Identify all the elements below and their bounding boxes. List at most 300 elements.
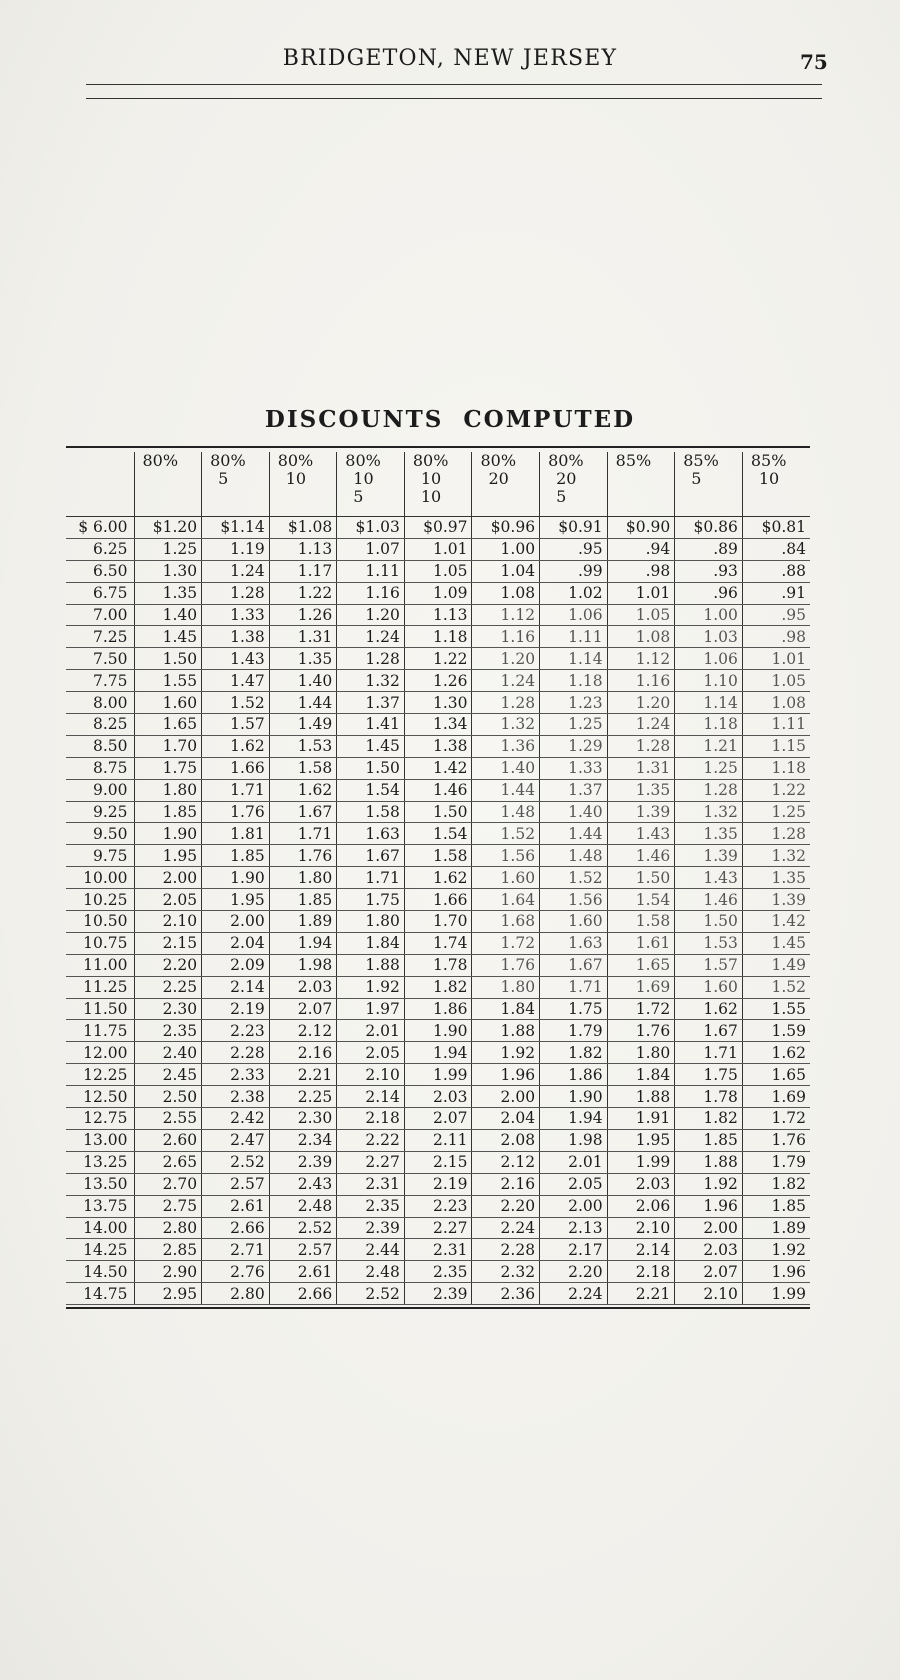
discount-cell: 1.05 <box>742 670 810 692</box>
discount-cell: 1.80 <box>607 1042 675 1064</box>
discount-cell: 1.20 <box>472 648 540 670</box>
table-row <box>66 998 810 1020</box>
column-header-l3 <box>278 488 337 506</box>
discount-cell: 1.72 <box>607 998 675 1020</box>
discount-cell: 1.22 <box>269 582 337 604</box>
discount-cell: $0.91 <box>540 517 608 539</box>
base-price-cell: 13.00 <box>66 1129 134 1151</box>
discount-cell: 1.99 <box>742 1283 810 1305</box>
base-price-cell: 6.75 <box>66 582 134 604</box>
column-header-l2: 20 <box>488 469 509 488</box>
table-row <box>66 1129 810 1151</box>
table-row <box>66 692 810 714</box>
column-header-l2: 5 <box>691 469 702 488</box>
base-price-cell: 10.75 <box>66 932 134 954</box>
discount-cell: 2.25 <box>269 1086 337 1108</box>
discount-cell: 1.50 <box>607 867 675 889</box>
discount-cell: 2.00 <box>472 1086 540 1108</box>
discount-cell: 1.12 <box>472 604 540 626</box>
discount-cell: 2.27 <box>337 1151 405 1173</box>
discount-cell: 2.16 <box>269 1042 337 1064</box>
discount-cell: 1.40 <box>269 670 337 692</box>
discount-cell: .93 <box>675 560 743 582</box>
discount-cell: $1.03 <box>337 517 405 539</box>
discount-cell: 1.34 <box>404 714 472 736</box>
discount-cell: 1.01 <box>742 648 810 670</box>
column-header-l1: 80% <box>480 451 517 470</box>
discount-cell: 2.35 <box>337 1195 405 1217</box>
discount-cell: 1.28 <box>472 692 540 714</box>
discount-cell: 1.50 <box>337 757 405 779</box>
discount-cell: 1.43 <box>607 823 675 845</box>
discount-cell: 1.32 <box>472 714 540 736</box>
discount-cell: 1.01 <box>404 538 472 560</box>
discount-cell: 2.27 <box>404 1217 472 1239</box>
discount-cell: 1.58 <box>269 757 337 779</box>
discount-cell: 2.66 <box>269 1283 337 1305</box>
discount-table <box>66 452 810 1305</box>
discount-cell: 2.19 <box>404 1173 472 1195</box>
column-header <box>337 452 405 517</box>
column-header-l3 <box>751 488 810 506</box>
table-row <box>66 735 810 757</box>
base-price-cell: 8.00 <box>66 692 134 714</box>
discount-cell: $1.08 <box>269 517 337 539</box>
column-header <box>202 452 270 517</box>
discount-cell: 1.48 <box>472 801 540 823</box>
discount-cell: 2.23 <box>404 1195 472 1217</box>
discount-cell: 1.06 <box>540 604 608 626</box>
column-header-l2 <box>74 470 134 488</box>
discount-cell: 2.13 <box>540 1217 608 1239</box>
table-row <box>66 757 810 779</box>
table-row <box>66 1283 810 1305</box>
base-price-cell: 10.00 <box>66 867 134 889</box>
discount-cell: 1.58 <box>337 801 405 823</box>
base-price-cell: 12.00 <box>66 1042 134 1064</box>
discount-cell: 1.14 <box>540 648 608 670</box>
column-header <box>607 452 675 517</box>
base-price-cell: $ 6.00 <box>66 517 134 539</box>
discount-cell: 1.71 <box>337 867 405 889</box>
discount-cell: 1.82 <box>404 976 472 998</box>
discount-cell: 1.50 <box>675 911 743 933</box>
discount-cell: 1.60 <box>472 867 540 889</box>
discount-cell: 1.25 <box>134 538 202 560</box>
discount-cell: 1.24 <box>202 560 270 582</box>
column-header <box>134 452 202 517</box>
column-header-l3 <box>210 488 269 506</box>
base-price-cell: 7.00 <box>66 604 134 626</box>
discount-cell: 1.62 <box>202 735 270 757</box>
discount-cell: .89 <box>675 538 743 560</box>
discount-cell: 2.10 <box>337 1064 405 1086</box>
discount-cell: 1.79 <box>742 1151 810 1173</box>
discount-cell: 1.52 <box>742 976 810 998</box>
column-header-l1: 80% <box>210 451 246 470</box>
table-row <box>66 714 810 736</box>
discount-cell: 1.41 <box>337 714 405 736</box>
discount-cell: 2.20 <box>472 1195 540 1217</box>
table-row <box>66 670 810 692</box>
table-top-rule <box>66 446 810 448</box>
base-price-cell: 14.25 <box>66 1239 134 1261</box>
discount-cell: 2.33 <box>202 1064 270 1086</box>
discount-cell: 1.42 <box>742 911 810 933</box>
discount-cell: 1.72 <box>472 932 540 954</box>
discount-cell: 1.59 <box>742 1020 810 1042</box>
discount-cell: 2.14 <box>337 1086 405 1108</box>
discount-cell: 1.49 <box>269 714 337 736</box>
discount-cell: 1.35 <box>742 867 810 889</box>
discount-cell: 2.24 <box>472 1217 540 1239</box>
discount-cell: 2.25 <box>134 976 202 998</box>
base-price-cell: 9.00 <box>66 779 134 801</box>
discount-cell: 1.62 <box>269 779 337 801</box>
table-bottom-rule <box>66 1307 810 1309</box>
discount-cell: 1.52 <box>540 867 608 889</box>
discount-cell: 1.29 <box>540 735 608 757</box>
column-header-l1: 80% <box>412 451 449 470</box>
discount-cell: 2.61 <box>202 1195 270 1217</box>
discount-cell: 2.17 <box>540 1239 608 1261</box>
discount-cell: 1.55 <box>134 670 202 692</box>
column-header-l3: 10 <box>420 487 442 506</box>
discount-cell: 1.35 <box>134 582 202 604</box>
discount-cell: 1.76 <box>742 1129 810 1151</box>
base-price-cell: 12.75 <box>66 1108 134 1130</box>
discount-cell: 2.21 <box>607 1283 675 1305</box>
column-header-l1: 85% <box>615 451 652 470</box>
table-row <box>66 845 810 867</box>
discount-cell: 2.04 <box>202 932 270 954</box>
discount-cell: 1.47 <box>202 670 270 692</box>
discount-cell: 1.06 <box>675 648 743 670</box>
discount-cell: 1.43 <box>202 648 270 670</box>
discount-cell: 1.24 <box>472 670 540 692</box>
table-row <box>66 1151 810 1173</box>
discount-cell: 2.76 <box>202 1261 270 1283</box>
discount-cell: 2.80 <box>134 1217 202 1239</box>
discount-cell: 1.28 <box>202 582 270 604</box>
discount-cell: 1.16 <box>472 626 540 648</box>
discount-cell: 1.37 <box>540 779 608 801</box>
discount-cell: 1.33 <box>540 757 608 779</box>
discount-cell: 2.35 <box>134 1020 202 1042</box>
discount-cell: 2.39 <box>269 1151 337 1173</box>
base-price-cell: 13.50 <box>66 1173 134 1195</box>
discount-cell: 1.31 <box>607 757 675 779</box>
column-header <box>404 452 472 517</box>
discount-cell: 1.35 <box>675 823 743 845</box>
discount-cell: 1.95 <box>607 1129 675 1151</box>
discount-cell: 2.22 <box>337 1129 405 1151</box>
base-price-cell: 11.25 <box>66 976 134 998</box>
discount-cell: 1.62 <box>404 867 472 889</box>
discount-cell: 2.30 <box>134 998 202 1020</box>
discount-cell: 2.43 <box>269 1173 337 1195</box>
column-header-l2 <box>616 470 675 488</box>
discount-cell: 1.08 <box>472 582 540 604</box>
discount-cell: 1.10 <box>675 670 743 692</box>
discount-cell: 1.78 <box>675 1086 743 1108</box>
discount-cell: 1.50 <box>134 648 202 670</box>
discount-cell: 2.00 <box>675 1217 743 1239</box>
discount-cell: 2.19 <box>202 998 270 1020</box>
discount-cell: 1.01 <box>607 582 675 604</box>
discount-cell: 1.00 <box>472 538 540 560</box>
discount-cell: 1.60 <box>134 692 202 714</box>
table-row <box>66 1042 810 1064</box>
discount-cell: 1.44 <box>540 823 608 845</box>
discount-cell: 2.05 <box>540 1173 608 1195</box>
discount-cell: .95 <box>742 604 810 626</box>
discount-cell: 1.26 <box>269 604 337 626</box>
discount-cell: 1.30 <box>404 692 472 714</box>
discount-cell: .98 <box>742 626 810 648</box>
discount-cell: 1.11 <box>540 626 608 648</box>
discount-cell: 2.10 <box>675 1283 743 1305</box>
discount-cell: 1.33 <box>202 604 270 626</box>
discount-cell: 1.79 <box>540 1020 608 1042</box>
discount-cell: 1.32 <box>337 670 405 692</box>
discount-cell: 1.85 <box>675 1129 743 1151</box>
discount-cell: 1.75 <box>337 889 405 911</box>
discount-cell: $0.86 <box>675 517 743 539</box>
discount-cell: 2.70 <box>134 1173 202 1195</box>
discount-cell: 1.17 <box>269 560 337 582</box>
discount-cell: 1.22 <box>742 779 810 801</box>
discount-cell: 1.05 <box>607 604 675 626</box>
discount-cell: 1.28 <box>607 735 675 757</box>
base-price-cell: 9.50 <box>66 823 134 845</box>
discount-cell: 1.71 <box>202 779 270 801</box>
discount-cell: 2.45 <box>134 1064 202 1086</box>
discount-cell: 1.40 <box>540 801 608 823</box>
discount-cell: 2.00 <box>202 911 270 933</box>
discount-cell: 2.52 <box>202 1151 270 1173</box>
discount-cell: 2.20 <box>540 1261 608 1283</box>
discount-cell: 1.86 <box>540 1064 608 1086</box>
discount-cell: 1.45 <box>742 932 810 954</box>
base-price-cell: 13.75 <box>66 1195 134 1217</box>
column-header <box>675 452 743 517</box>
discount-cell: 1.38 <box>404 735 472 757</box>
discount-cell: 1.80 <box>134 779 202 801</box>
table-row <box>66 1239 810 1261</box>
discount-cell: 1.94 <box>540 1108 608 1130</box>
discount-cell: 2.48 <box>337 1261 405 1283</box>
discount-cell: 1.92 <box>337 976 405 998</box>
discount-cell: 2.10 <box>607 1217 675 1239</box>
column-header-l1 <box>74 452 134 470</box>
discount-cell: 1.92 <box>742 1239 810 1261</box>
discount-cell: 1.94 <box>404 1042 472 1064</box>
discount-cell: 1.90 <box>202 867 270 889</box>
discount-cell: 1.23 <box>540 692 608 714</box>
section-title: DISCOUNTS COMPUTED <box>264 406 636 433</box>
discount-cell: 2.15 <box>404 1151 472 1173</box>
discount-cell: 2.38 <box>202 1086 270 1108</box>
discount-cell: 1.20 <box>337 604 405 626</box>
table-row <box>66 801 810 823</box>
discount-cell: 2.57 <box>269 1239 337 1261</box>
discount-cell: .84 <box>742 538 810 560</box>
table-row <box>66 560 810 582</box>
table-row <box>66 1086 810 1108</box>
discount-cell: 1.04 <box>472 560 540 582</box>
discount-cell: 1.70 <box>404 911 472 933</box>
discount-cell: 1.42 <box>404 757 472 779</box>
base-price-cell: 6.50 <box>66 560 134 582</box>
discount-cell: 1.54 <box>404 823 472 845</box>
discount-cell: 2.15 <box>134 932 202 954</box>
discount-cell: 1.85 <box>269 889 337 911</box>
base-price-cell: 6.25 <box>66 538 134 560</box>
discount-cell: 1.49 <box>742 954 810 976</box>
discount-cell: 2.80 <box>202 1283 270 1305</box>
discount-cell: 2.18 <box>337 1108 405 1130</box>
table-row <box>66 867 810 889</box>
discount-cell: 2.30 <box>269 1108 337 1130</box>
discount-cell: 1.07 <box>337 538 405 560</box>
discount-cell: 2.60 <box>134 1129 202 1151</box>
base-price-cell: 11.75 <box>66 1020 134 1042</box>
discount-cell: 1.75 <box>540 998 608 1020</box>
discount-cell: 1.44 <box>269 692 337 714</box>
base-price-cell: 7.75 <box>66 670 134 692</box>
discount-cell: 1.76 <box>472 954 540 976</box>
header-cell-corner <box>66 452 134 517</box>
discount-cell: 2.32 <box>472 1261 540 1283</box>
base-price-cell: 7.25 <box>66 626 134 648</box>
discount-cell: $0.97 <box>404 517 472 539</box>
discount-cell: 1.31 <box>269 626 337 648</box>
discount-cell: 2.55 <box>134 1108 202 1130</box>
base-price-cell: 12.50 <box>66 1086 134 1108</box>
table-body <box>66 517 810 1305</box>
base-price-cell: 8.25 <box>66 714 134 736</box>
discount-cell: 2.47 <box>202 1129 270 1151</box>
discount-cell: 1.81 <box>202 823 270 845</box>
discount-cell: 2.05 <box>134 889 202 911</box>
discount-cell: 1.32 <box>742 845 810 867</box>
discount-cell: 2.28 <box>202 1042 270 1064</box>
base-price-cell: 7.50 <box>66 648 134 670</box>
discount-cell: 2.31 <box>337 1173 405 1195</box>
discount-cell: 1.91 <box>607 1108 675 1130</box>
discount-cell: 1.70 <box>134 735 202 757</box>
discount-cell: 1.65 <box>607 954 675 976</box>
discount-cell: 1.32 <box>675 801 743 823</box>
discount-cell: 2.01 <box>540 1151 608 1173</box>
base-price-cell: 8.50 <box>66 735 134 757</box>
base-price-cell: 14.75 <box>66 1283 134 1305</box>
discount-cell: 1.11 <box>337 560 405 582</box>
discount-cell: 1.98 <box>540 1129 608 1151</box>
discount-cell: 1.67 <box>540 954 608 976</box>
discount-cell: 1.76 <box>607 1020 675 1042</box>
discount-cell: 2.61 <box>269 1261 337 1283</box>
table-row <box>66 779 810 801</box>
table-row <box>66 1195 810 1217</box>
discount-cell: 2.42 <box>202 1108 270 1130</box>
discount-cell: 1.26 <box>404 670 472 692</box>
base-price-cell: 14.00 <box>66 1217 134 1239</box>
discount-cell: 1.00 <box>675 604 743 626</box>
discount-cell: 2.03 <box>675 1239 743 1261</box>
discount-cell: 1.84 <box>472 998 540 1020</box>
discount-cell: 2.07 <box>404 1108 472 1130</box>
discount-cell: 1.39 <box>607 801 675 823</box>
discount-cell: 1.39 <box>742 889 810 911</box>
discount-cell: 2.08 <box>472 1129 540 1151</box>
discount-cell: 2.95 <box>134 1283 202 1305</box>
discount-cell: 1.45 <box>134 626 202 648</box>
discount-cell: 1.67 <box>675 1020 743 1042</box>
discount-cell: 2.50 <box>134 1086 202 1108</box>
discount-cell: 1.11 <box>742 714 810 736</box>
discount-cell: 1.28 <box>675 779 743 801</box>
discount-cell: 1.94 <box>269 932 337 954</box>
table-row <box>66 1217 810 1239</box>
discount-cell: 1.99 <box>607 1151 675 1173</box>
discount-cell: 1.95 <box>202 889 270 911</box>
discount-cell: 1.92 <box>675 1173 743 1195</box>
discount-cell: 2.34 <box>269 1129 337 1151</box>
discount-cell: 1.61 <box>607 932 675 954</box>
discount-cell: 2.14 <box>202 976 270 998</box>
column-header-l3 <box>74 488 134 506</box>
table-row <box>66 582 810 604</box>
discount-cell: 1.52 <box>472 823 540 845</box>
discount-cell: 1.62 <box>742 1042 810 1064</box>
discount-cell: 1.25 <box>540 714 608 736</box>
base-price-cell: 11.50 <box>66 998 134 1020</box>
table-row <box>66 911 810 933</box>
table-row <box>66 604 810 626</box>
discount-cell: 1.71 <box>269 823 337 845</box>
discount-cell: 1.28 <box>337 648 405 670</box>
discount-cell: 1.03 <box>675 626 743 648</box>
discount-cell: 2.24 <box>540 1283 608 1305</box>
discount-cell: 2.00 <box>540 1195 608 1217</box>
discount-cell: 1.46 <box>607 845 675 867</box>
discount-cell: 1.88 <box>675 1151 743 1173</box>
table-row <box>66 1173 810 1195</box>
discount-cell: 1.57 <box>202 714 270 736</box>
running-header: BRIDGETON, NEW JERSEY <box>282 46 618 71</box>
discount-cell: 1.88 <box>337 954 405 976</box>
discount-cell: .94 <box>607 538 675 560</box>
discount-cell: 2.10 <box>134 911 202 933</box>
discount-cell: 2.36 <box>472 1283 540 1305</box>
discount-cell: 1.58 <box>607 911 675 933</box>
table-header-row <box>66 452 810 517</box>
discount-cell: .88 <box>742 560 810 582</box>
table-row <box>66 976 810 998</box>
discount-cell: .95 <box>540 538 608 560</box>
discount-cell: 1.65 <box>134 714 202 736</box>
discount-cell: 1.08 <box>742 692 810 714</box>
discount-cell: $0.81 <box>742 517 810 539</box>
discount-table-container <box>66 446 810 1309</box>
discount-cell: 1.95 <box>134 845 202 867</box>
discount-cell: 1.89 <box>742 1217 810 1239</box>
discount-cell: 2.71 <box>202 1239 270 1261</box>
discount-cell: 2.90 <box>134 1261 202 1283</box>
discount-cell: 1.74 <box>404 932 472 954</box>
